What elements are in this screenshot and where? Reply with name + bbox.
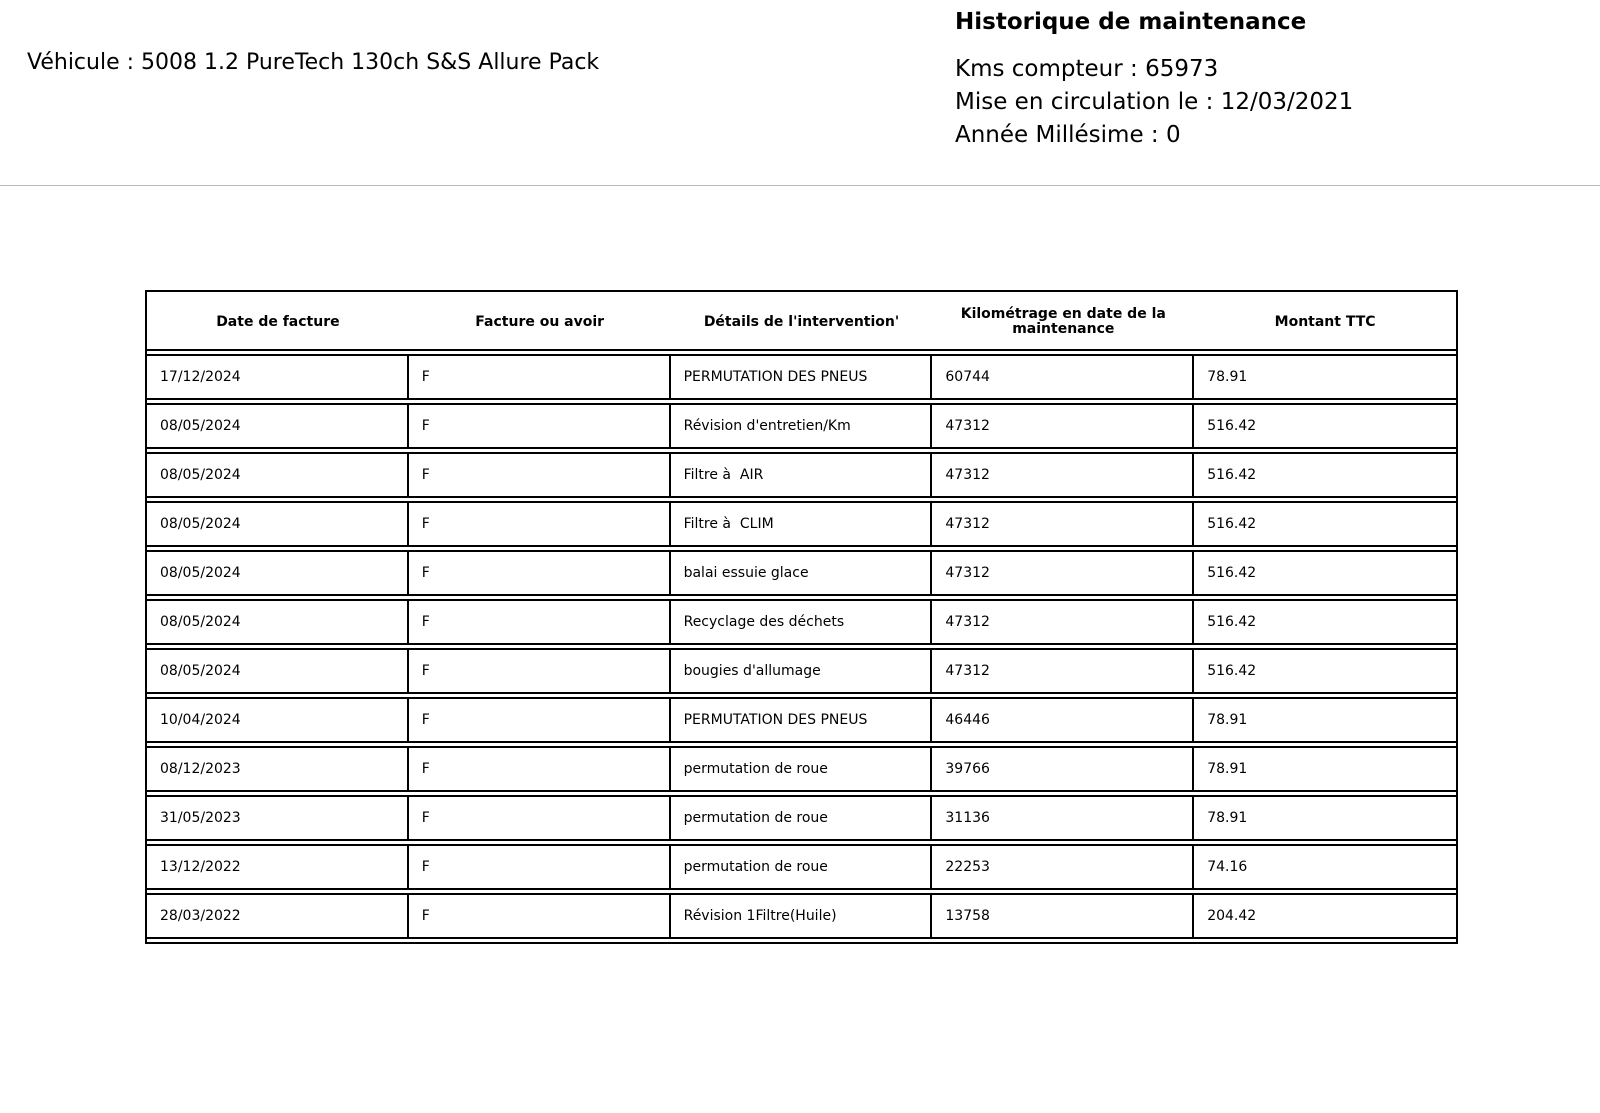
intervention-cell: Recyclage des déchets [671, 599, 933, 645]
invoice-date-cell: 10/04/2024 [147, 697, 409, 743]
invoice-type-cell: F [409, 648, 671, 694]
invoice-type-cell: F [409, 501, 671, 547]
invoice-date-cell: 08/12/2023 [147, 746, 409, 792]
header-divider [0, 185, 1600, 186]
mileage-cell: 13758 [932, 893, 1194, 939]
table-row [147, 648, 1456, 694]
intervention-cell: bougies d'allumage [671, 648, 933, 694]
table-row [147, 403, 1456, 449]
mileage-cell: 39766 [932, 746, 1194, 792]
amount-cell: 516.42 [1194, 501, 1456, 547]
amount-cell: 78.91 [1194, 354, 1456, 400]
amount-cell: 78.91 [1194, 795, 1456, 841]
maintenance-table [145, 290, 1458, 944]
mileage-cell: 47312 [932, 501, 1194, 547]
intervention-cell: Filtre à CLIM [671, 501, 933, 547]
amount-cell: 516.42 [1194, 452, 1456, 498]
intervention-cell: balai essuie glace [671, 550, 933, 596]
model-year-label: Année Millésime : 0 [955, 122, 1181, 148]
mileage-cell: 60744 [932, 354, 1194, 400]
invoice-type-cell: F [409, 844, 671, 890]
column-header-intervention-details: Détails de l'intervention' [671, 295, 933, 351]
invoice-type-cell: F [409, 403, 671, 449]
table-row [147, 550, 1456, 596]
mileage-cell: 47312 [932, 550, 1194, 596]
table-row [147, 844, 1456, 890]
column-header-invoice-type: Facture ou avoir [409, 295, 671, 351]
amount-cell: 516.42 [1194, 550, 1456, 596]
table-row [147, 893, 1456, 939]
invoice-date-cell: 08/05/2024 [147, 403, 409, 449]
invoice-date-cell: 08/05/2024 [147, 452, 409, 498]
amount-cell: 78.91 [1194, 746, 1456, 792]
invoice-date-cell: 08/05/2024 [147, 501, 409, 547]
intervention-cell: PERMUTATION DES PNEUS [671, 697, 933, 743]
registration-date-label: Mise en circulation le : 12/03/2021 [955, 89, 1354, 115]
column-header-mileage: Kilométrage en date de la maintenance [932, 295, 1194, 351]
column-header-amount: Montant TTC [1194, 295, 1456, 351]
mileage-cell: 31136 [932, 795, 1194, 841]
column-header-invoice-date: Date de facture [147, 295, 409, 351]
intervention-cell: Révision d'entretien/Km [671, 403, 933, 449]
mileage-cell: 22253 [932, 844, 1194, 890]
invoice-date-cell: 28/03/2022 [147, 893, 409, 939]
mileage-cell: 47312 [932, 648, 1194, 694]
invoice-date-cell: 17/12/2024 [147, 354, 409, 400]
invoice-type-cell: F [409, 354, 671, 400]
table-row [147, 697, 1456, 743]
table-row [147, 599, 1456, 645]
table-row [147, 501, 1456, 547]
intervention-cell: Révision 1Filtre(Huile) [671, 893, 933, 939]
amount-cell: 204.42 [1194, 893, 1456, 939]
invoice-type-cell: F [409, 795, 671, 841]
table-row [147, 746, 1456, 792]
amount-cell: 516.42 [1194, 403, 1456, 449]
invoice-date-cell: 31/05/2023 [147, 795, 409, 841]
maintenance-summary [955, 9, 1353, 152]
mileage-cell: 47312 [932, 403, 1194, 449]
mileage-cell: 46446 [932, 697, 1194, 743]
amount-cell: 516.42 [1194, 599, 1456, 645]
intervention-cell: permutation de roue [671, 844, 933, 890]
vehicle-label: Véhicule : 5008 1.2 PureTech 130ch S&S Allure Pack [27, 50, 600, 75]
intervention-cell: permutation de roue [671, 795, 933, 841]
invoice-date-cell: 08/05/2024 [147, 550, 409, 596]
invoice-type-cell: F [409, 550, 671, 596]
intervention-cell: Filtre à AIR [671, 452, 933, 498]
intervention-cell: permutation de roue [671, 746, 933, 792]
mileage-cell: 47312 [932, 452, 1194, 498]
table-header-row [147, 295, 1456, 351]
invoice-type-cell: F [409, 599, 671, 645]
amount-cell: 516.42 [1194, 648, 1456, 694]
amount-cell: 74.16 [1194, 844, 1456, 890]
table-body [147, 354, 1456, 939]
amount-cell: 78.91 [1194, 697, 1456, 743]
mileage-cell: 47312 [932, 599, 1194, 645]
table-row [147, 354, 1456, 400]
invoice-date-cell: 08/05/2024 [147, 599, 409, 645]
odometer-label: Kms compteur : 65973 [955, 56, 1219, 82]
table-row [147, 452, 1456, 498]
invoice-type-cell: F [409, 697, 671, 743]
invoice-date-cell: 13/12/2022 [147, 844, 409, 890]
invoice-type-cell: F [409, 746, 671, 792]
table-row [147, 795, 1456, 841]
page-title: Historique de maintenance [955, 9, 1307, 35]
invoice-date-cell: 08/05/2024 [147, 648, 409, 694]
intervention-cell: PERMUTATION DES PNEUS [671, 354, 933, 400]
invoice-type-cell: F [409, 893, 671, 939]
invoice-type-cell: F [409, 452, 671, 498]
